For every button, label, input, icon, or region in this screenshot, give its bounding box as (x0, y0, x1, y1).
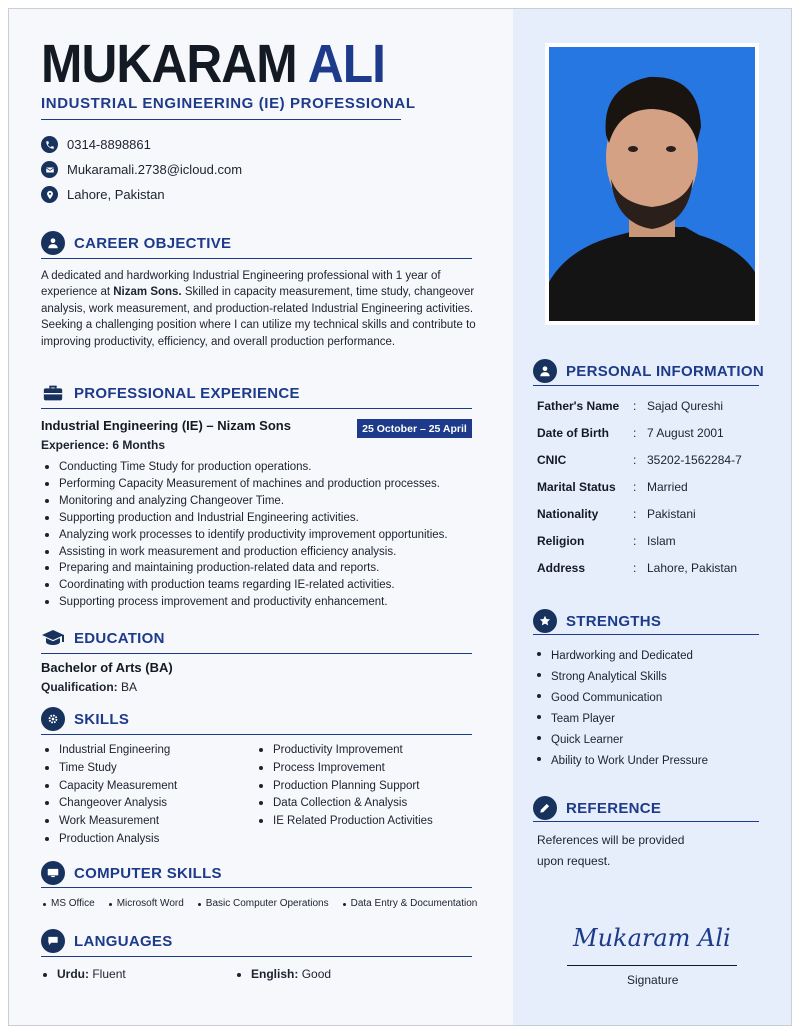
info-colon: : (633, 399, 637, 413)
language-item (235, 967, 331, 981)
list-item: Quick Learner (533, 730, 708, 751)
gear-icon (41, 707, 65, 731)
profile-photo (545, 43, 759, 325)
list-item: Good Communication (533, 688, 708, 709)
list-item: Data Collection & Analysis (255, 795, 433, 813)
qualification (41, 680, 137, 694)
info-row (537, 534, 676, 548)
strengths-list (533, 646, 708, 772)
language-level: Good (301, 967, 332, 981)
list-item: Microsoft Word (107, 898, 184, 909)
info-label: Marital Status (537, 480, 616, 494)
info-colon: : (633, 426, 637, 440)
list-item: Preparing and maintaining production-related data and reports. (41, 560, 448, 577)
info-row (537, 507, 696, 521)
full-name (41, 34, 386, 94)
section-divider (41, 734, 472, 735)
list-item: Ability to Work Under Pressure (533, 751, 708, 772)
languages-heading (41, 929, 173, 953)
section-divider (41, 258, 472, 259)
list-item: Data Entry & Documentation (341, 898, 478, 909)
star-icon (533, 609, 557, 633)
list-item: Monitoring and analyzing Changeover Time. (41, 493, 448, 510)
contact-location (41, 186, 165, 203)
education-heading (41, 626, 165, 650)
last-name: ALI (307, 34, 386, 94)
list-item: Strong Analytical Skills (533, 667, 708, 688)
list-item: Capacity Measurement (41, 778, 177, 796)
skills-list-left (41, 742, 177, 849)
section-title: LANGUAGES (74, 932, 173, 950)
email-text: Mukaramali.2738@icloud.com (67, 162, 243, 177)
career-company: Nizam Sons. (113, 286, 182, 299)
list-item: Team Player (533, 709, 708, 730)
section-title: REFERENCE (566, 799, 662, 817)
info-colon: : (633, 480, 637, 494)
section-title: CAREER OBJECTIVE (74, 234, 232, 252)
reference-text (537, 830, 737, 872)
graduation-cap-icon (41, 626, 65, 650)
career-objective-text (41, 268, 481, 350)
list-item: Performing Capacity Measurement of machines and production processes. (41, 476, 448, 493)
signature-line (567, 965, 737, 966)
info-value: Married (647, 480, 688, 494)
list-item: Productivity Improvement (255, 742, 433, 760)
person-icon (533, 359, 557, 383)
list-item: Production Analysis (41, 831, 177, 849)
strengths-heading (533, 609, 661, 633)
section-title: PERSONAL INFORMATION (566, 362, 764, 380)
info-row (537, 426, 724, 440)
list-item: MS Office (41, 898, 95, 909)
job-duration: Experience: 6 Months (41, 438, 166, 452)
monitor-icon (41, 861, 65, 885)
list-item: Hardworking and Dedicated (533, 646, 708, 667)
list-item: Industrial Engineering (41, 742, 177, 760)
info-row (537, 453, 742, 467)
person-icon (41, 231, 65, 255)
career-text-part: Skilled in capacity measurement, time study, changeover analysis, work measurement, and production-related Industrial Engineering activities. Seeking a challenging position where I can utilize my technical skills and contribute to improving productivity, efficiency, and overall production performance. (41, 286, 476, 348)
info-value: 7 August 2001 (647, 426, 724, 440)
section-title: SKILLS (74, 710, 130, 728)
section-divider (41, 653, 472, 654)
list-item: Work Measurement (41, 813, 177, 831)
pen-icon (533, 796, 557, 820)
list-item: Time Study (41, 760, 177, 778)
language-item (41, 967, 126, 981)
info-colon: : (633, 453, 637, 467)
info-colon: : (633, 534, 637, 548)
section-divider (533, 634, 759, 635)
career-objective-heading (41, 231, 231, 255)
info-label: CNIC (537, 453, 567, 467)
location-icon (41, 186, 58, 203)
experience-heading (41, 381, 300, 405)
list-item: IE Related Production Activities (255, 813, 433, 831)
phone-icon (41, 136, 58, 153)
section-divider (533, 385, 759, 386)
info-row (537, 399, 723, 413)
info-value: Lahore, Pakistan (647, 561, 738, 575)
section-divider (533, 821, 759, 822)
section-title: EDUCATION (74, 629, 165, 647)
info-value: 35202-1562284-7 (647, 453, 742, 467)
chat-icon (41, 929, 65, 953)
personal-info-heading (533, 359, 764, 383)
skills-heading (41, 707, 129, 731)
info-label: Address (537, 561, 586, 575)
list-item: Coordinating with production teams regarding IE-related activities. (41, 577, 448, 594)
job-title: Industrial Engineering (IE) – Nizam Sons (41, 418, 291, 433)
main-column (9, 9, 513, 1025)
degree: Bachelor of Arts (BA) (41, 660, 173, 675)
photo-background (549, 47, 755, 321)
briefcase-icon (41, 381, 65, 405)
first-name: MUKARAM (41, 34, 297, 94)
computer-skills-list (41, 898, 489, 909)
job-role-title: INDUSTRIAL ENGINEERING (IE) PROFESSIONAL (41, 95, 416, 112)
sidebar (513, 9, 792, 1025)
list-item: Analyzing work processes to identify productivity improvement opportunities. (41, 527, 448, 544)
section-title: STRENGTHS (566, 612, 662, 630)
title-divider (41, 119, 401, 120)
career-text-part: A dedicated and hardworking Industrial Engineering professional with 1 year of experience at (41, 270, 441, 299)
language-name: Urdu: (57, 967, 89, 981)
contact-phone (41, 136, 151, 153)
info-colon: : (633, 561, 637, 575)
info-label: Date of Birth (537, 426, 609, 440)
qualification-label: Qualification: (41, 680, 118, 694)
section-divider (41, 887, 472, 888)
info-row (537, 480, 688, 494)
location-text: Lahore, Pakistan (67, 187, 165, 202)
info-value: Islam (647, 534, 676, 548)
list-item: Production Planning Support (255, 778, 433, 796)
computer-skills-heading (41, 861, 222, 885)
section-title: COMPUTER SKILLS (74, 864, 222, 882)
list-item: Changeover Analysis (41, 795, 177, 813)
language-name: English: (251, 967, 299, 981)
experience-list (41, 459, 448, 611)
info-label: Religion (537, 534, 585, 548)
section-title: PROFESSIONAL EXPERIENCE (74, 384, 300, 402)
email-icon (41, 161, 58, 178)
list-item: Supporting process improvement and productivity enhancement. (41, 594, 448, 611)
contact-email (41, 161, 242, 178)
job-date-badge: 25 October – 25 April (357, 419, 472, 438)
phone-text: 0314-8898861 (67, 137, 151, 152)
reference-line: References will be provided (537, 833, 685, 847)
qualification-value: BA (121, 680, 138, 694)
section-divider (41, 956, 472, 957)
resume-page (8, 8, 792, 1026)
list-item: Process Improvement (255, 760, 433, 778)
list-item: Conducting Time Study for production operations. (41, 459, 448, 476)
list-item: Assisting in work measurement and production efficiency analysis. (41, 544, 448, 561)
skills-list-right (255, 742, 433, 831)
info-value: Pakistani (647, 507, 696, 521)
language-level: Fluent (92, 967, 126, 981)
reference-line: upon request. (537, 854, 611, 868)
signature: Mukaram Ali (573, 924, 731, 952)
list-item: Basic Computer Operations (196, 898, 329, 909)
list-item: Supporting production and Industrial Engineering activities. (41, 510, 448, 527)
info-row (537, 561, 737, 575)
info-colon: : (633, 507, 637, 521)
reference-heading (533, 796, 661, 820)
info-label: Nationality (537, 507, 599, 521)
signature-label: Signature (627, 973, 679, 987)
person-silhouette (549, 47, 755, 321)
section-divider (41, 408, 472, 409)
info-label: Father's Name (537, 399, 620, 413)
info-value: Sajad Qureshi (647, 399, 724, 413)
